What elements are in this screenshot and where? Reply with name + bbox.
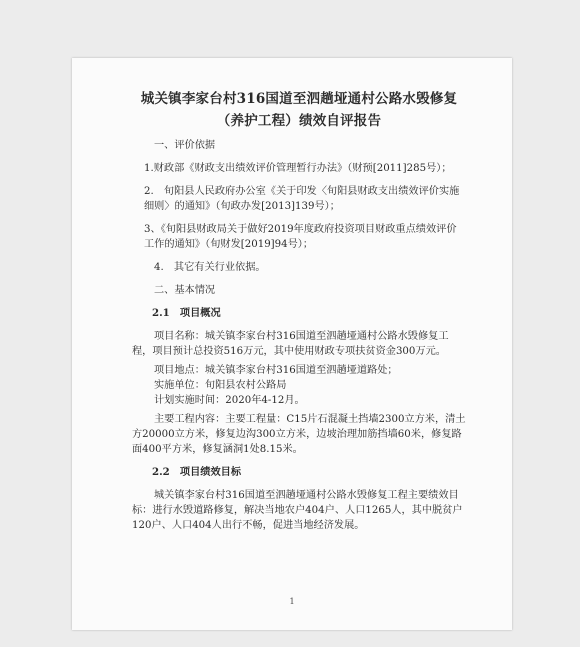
basis-item-1: 1.财政部《财政支出绩效评价管理暂行办法》（财预[2011]285号）； xyxy=(144,163,452,174)
document-page xyxy=(72,58,512,630)
basis-item-2: 2. 旬阳县人民政府办公室《关于印发〈旬阳县财政支出绩效评价实施细则〉的通知》（旬政办发[2013]139号）； xyxy=(144,186,460,212)
section-heading-basic-info: 二、基本情况 xyxy=(154,285,216,296)
paragraph-main-works: 主要工程内容：主要工程量：C15片石混凝土挡墙2300立方米，清土方20000立方米，修复边沟300立方米，边坡治理加筋挡墙60米，修复路面400平方米，修复涵洞1处8.15米。 xyxy=(132,414,466,455)
subsection-heading-performance-goal: 2.2 项目绩效目标 xyxy=(152,466,242,478)
paragraph-performance-goal: 城关镇李家台村316国道至泗趟垭通村公路水毁修复工程主要绩效目标：进行水毁道路修复，解决当地农户404户、人口1265人，其中脱贫户120户、人口404人出行不畅，促进当地经济发展。 xyxy=(132,490,463,531)
basis-item-4: 4. 其它有关行业依据。 xyxy=(154,262,266,273)
paragraph-schedule: 计划实施时间：2020年4-12月。 xyxy=(154,395,305,406)
report-title-line-2: （养护工程）绩效自评报告 xyxy=(216,113,382,129)
report-title-line-1: 城关镇李家台村316国道至泗趟垭通村公路水毁修复 xyxy=(140,91,458,107)
paragraph-project-name: 项目名称：城关镇李家台村316国道至泗趟垭通村公路水毁修复工程，项目预计总投资516万元，其中使用财政专项扶贫资金300万元。 xyxy=(132,331,449,357)
basis-item-3: 3、《旬阳县财政局关于做好2019年度政府投资项目财政重点绩效评价工作的通知》（旬财发[2019]94号）； xyxy=(144,224,457,250)
paragraph-implementing-unit: 实施单位：旬阳县农村公路局 xyxy=(154,380,287,391)
subsection-heading-overview: 2.1 项目概况 xyxy=(152,307,221,319)
page-number: 1 xyxy=(289,597,295,606)
paragraph-project-location: 项目地点：城关镇李家台村316国道至泗趟垭道路处； xyxy=(154,365,398,376)
section-heading-basis: 一、评价依据 xyxy=(154,140,216,151)
